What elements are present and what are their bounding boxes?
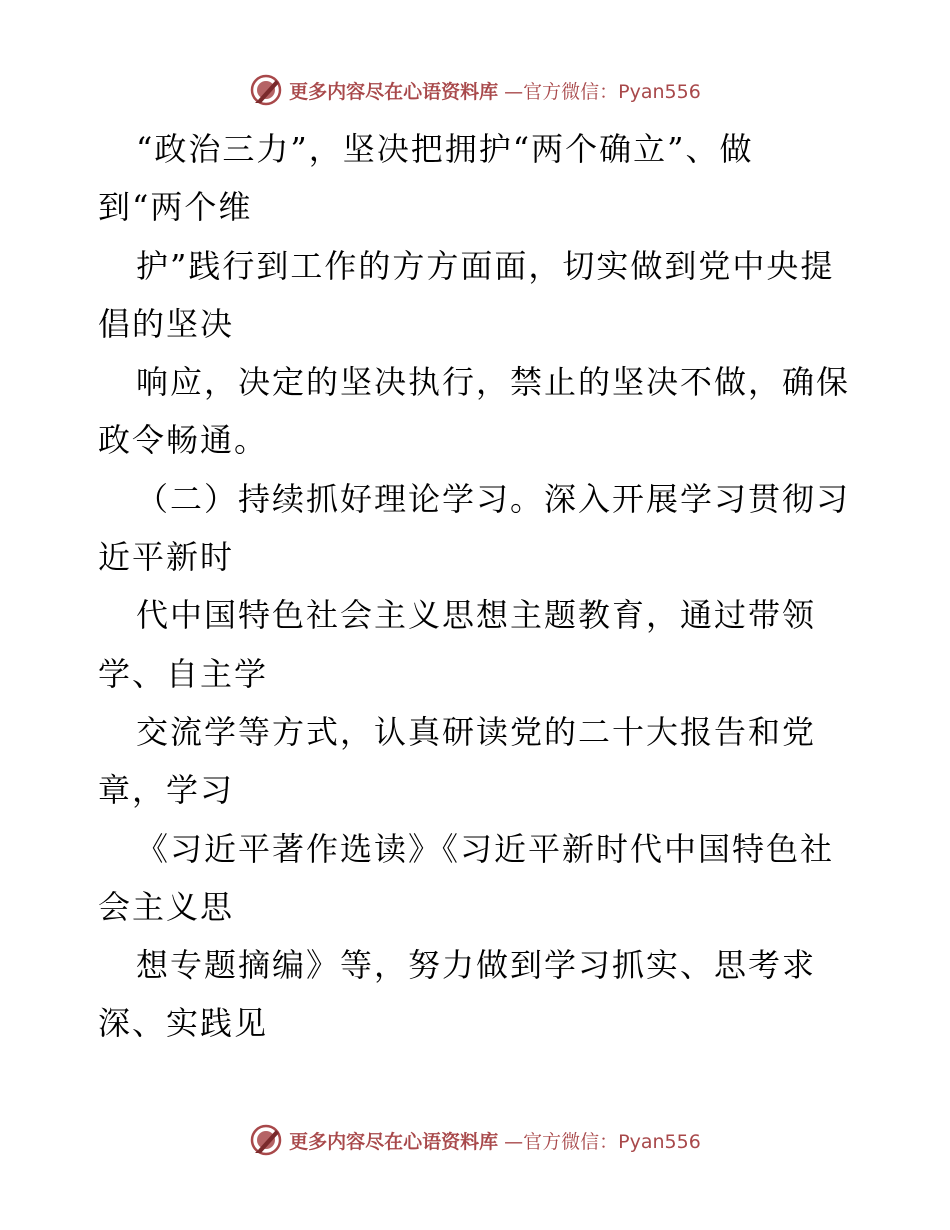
document-body bbox=[98, 120, 878, 1053]
footer-watermark bbox=[0, 1120, 950, 1160]
text-line: 代中国特色社会主义思想主题教育，通过带领 bbox=[136, 596, 817, 635]
text-line: 护”践行到工作的方方面面，切实做到党中央提 bbox=[136, 246, 835, 285]
pen-seal-logo-icon bbox=[249, 73, 283, 107]
text-line: 想专题摘编》等，努力做到学习抓实、思考求 bbox=[136, 946, 817, 985]
text-line: 交流学等方式，认真研读党的二十大报告和党 bbox=[136, 712, 817, 751]
watermark-sub-text: —官方微信：Pyan556 bbox=[504, 80, 701, 103]
header-watermark bbox=[0, 70, 950, 110]
text-line: 《习近平著作选读》《习近平新时代中国特色社 bbox=[136, 829, 835, 868]
text-line: 章，学习 bbox=[98, 771, 235, 810]
pen-seal-logo-icon bbox=[249, 1123, 283, 1157]
text-line: 会主义思 bbox=[98, 887, 235, 926]
text-line: （二）持续抓好理论学习。深入开展学习贯彻习 bbox=[136, 479, 851, 518]
text-line: 近平新时 bbox=[98, 538, 235, 577]
watermark-main-text: 更多内容尽在心语资料库 bbox=[289, 80, 499, 103]
text-line: 政令畅通。 bbox=[98, 421, 269, 460]
watermark-sub-text: —官方微信：Pyan556 bbox=[504, 1130, 701, 1153]
text-line: “政治三力”，坚决把拥护“两个确立”、做 bbox=[136, 130, 754, 168]
text-line: 深、实践见 bbox=[98, 1004, 269, 1043]
watermark-main-text: 更多内容尽在心语资料库 bbox=[289, 1130, 499, 1153]
text-line: 倡的坚决 bbox=[98, 304, 235, 343]
text-line: 响应，决定的坚决执行，禁止的坚决不做，确保 bbox=[136, 363, 851, 402]
text-line: 到“两个维 bbox=[98, 188, 253, 227]
text-line: 学、自主学 bbox=[98, 654, 269, 693]
